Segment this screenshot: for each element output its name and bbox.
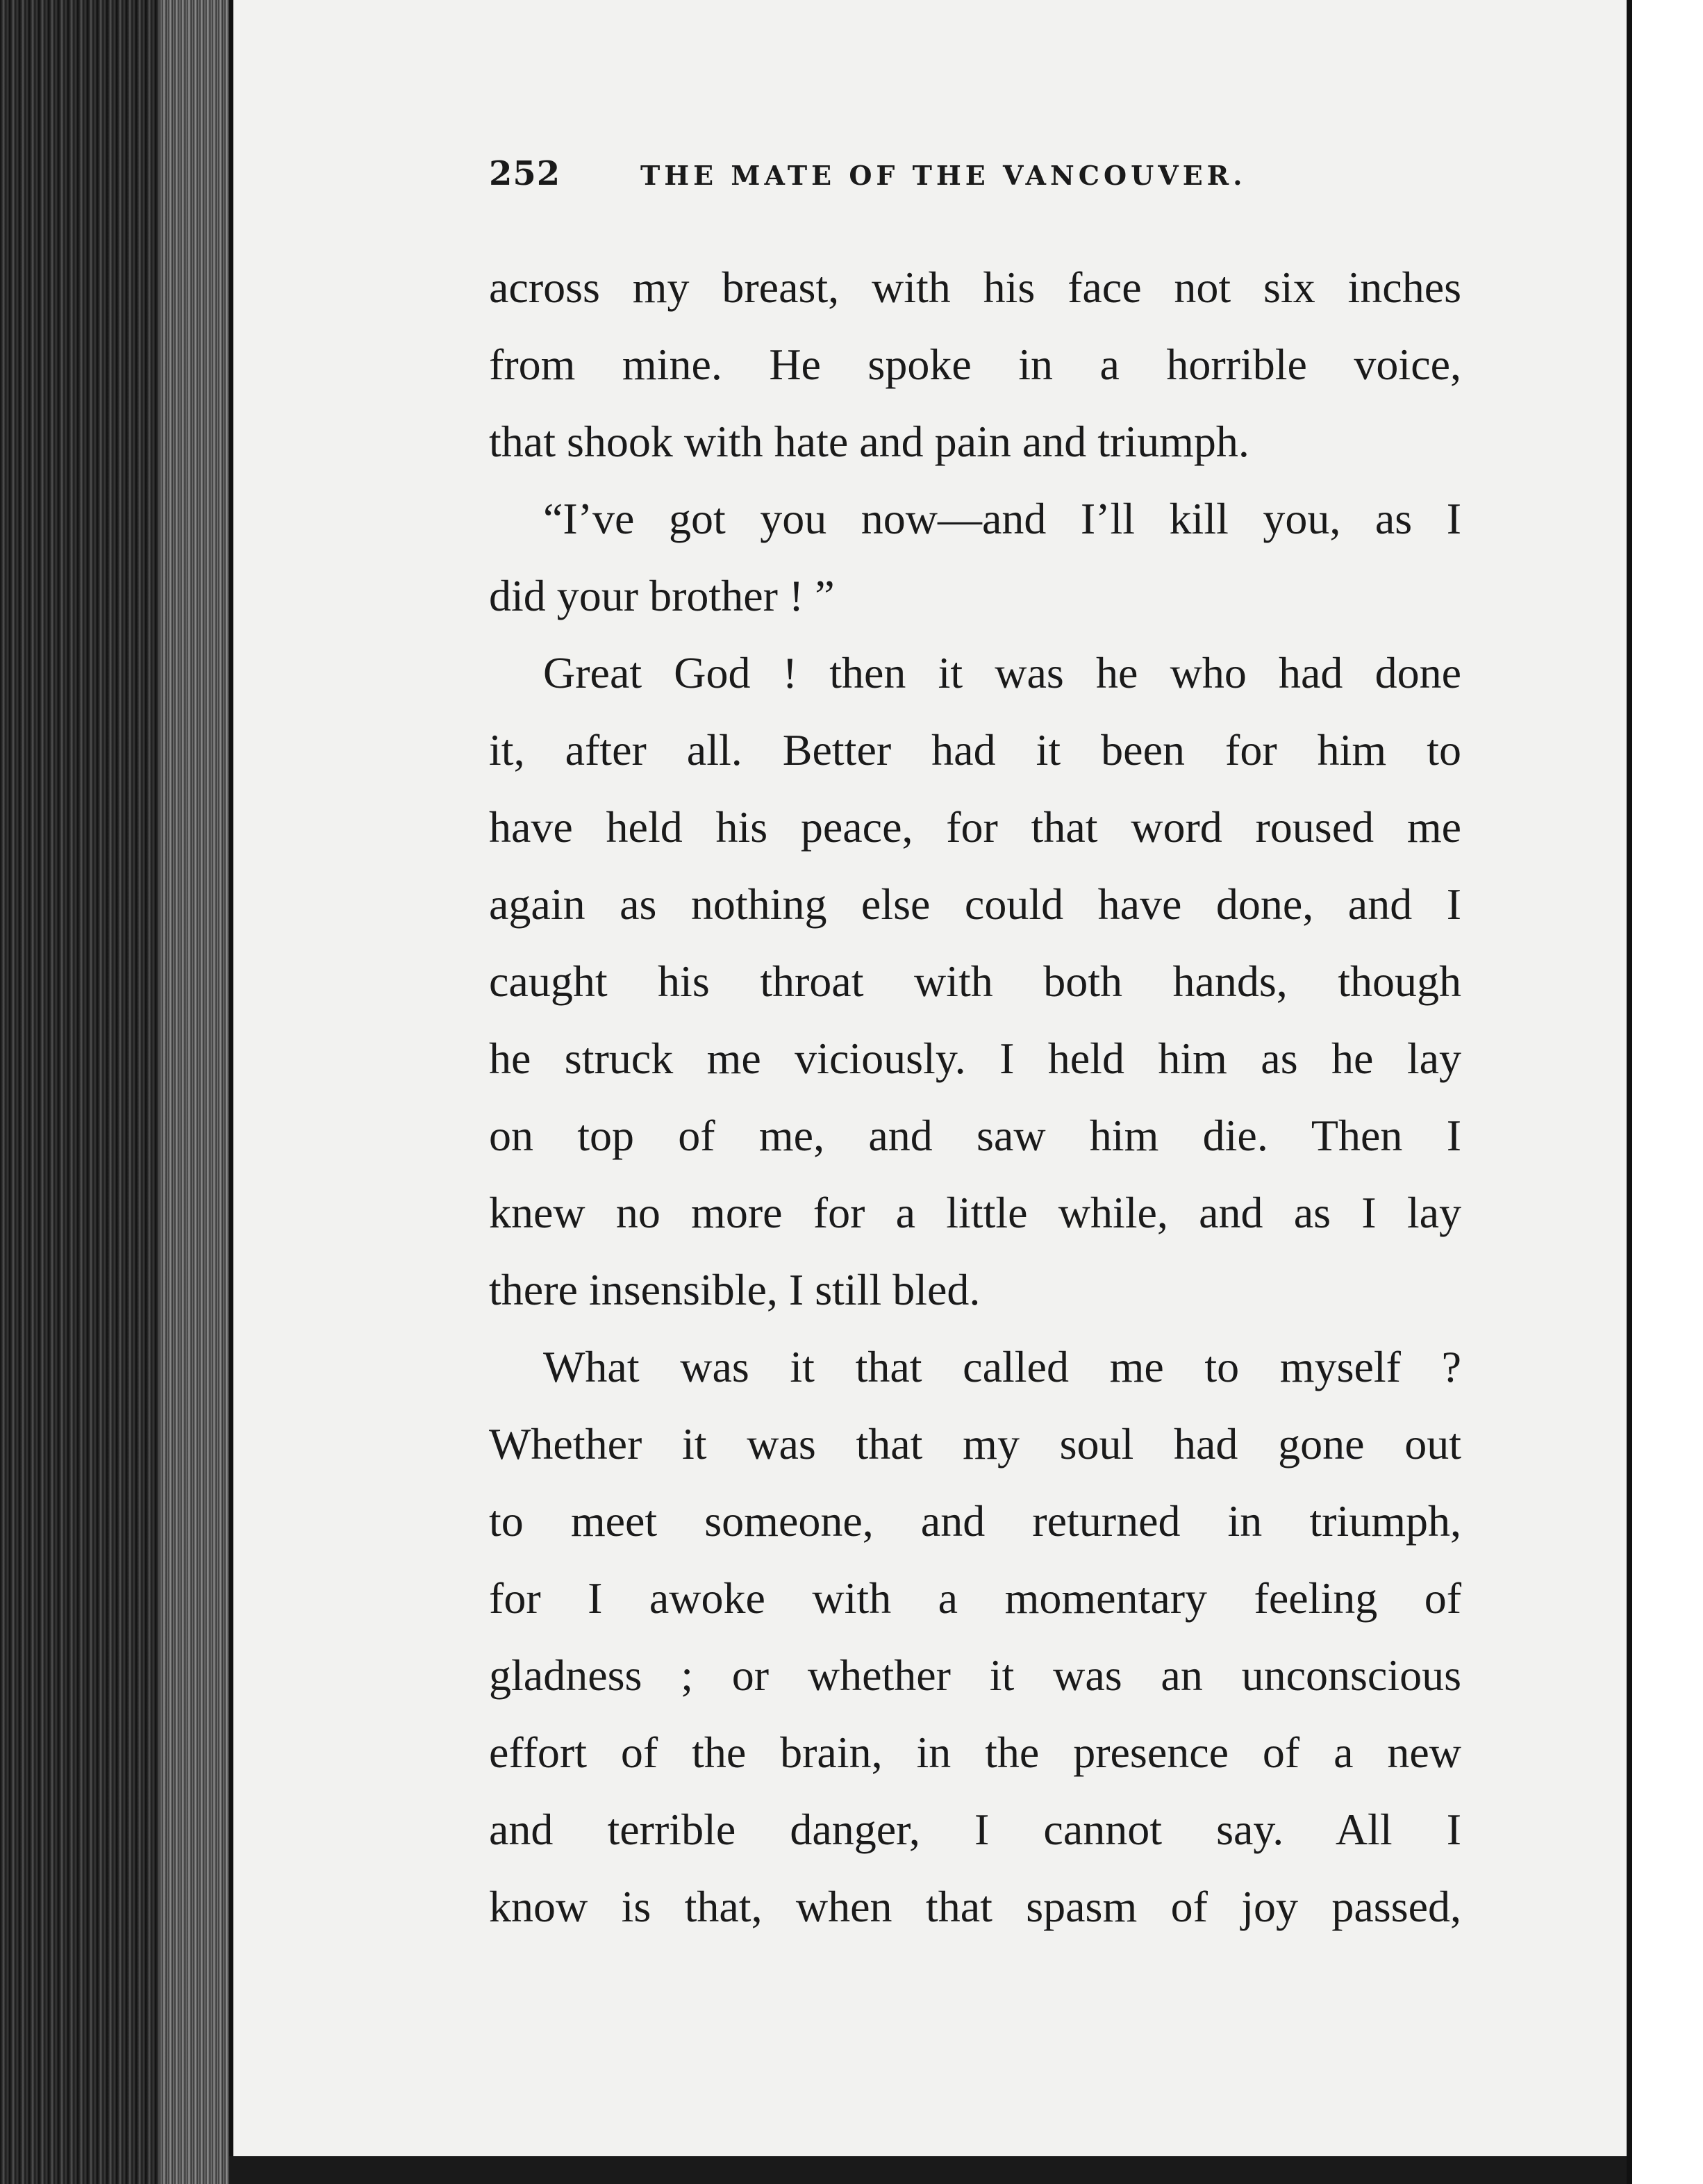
- text-line: What was it that called me to myself ?: [543, 1342, 1461, 1391]
- text-line: have held his peace, for that word roused me: [489, 802, 1461, 852]
- text-line: to meet someone, and returned in triumph,: [489, 1496, 1461, 1546]
- text-line: from mine. He spoke in a horrible voice,: [489, 340, 1461, 389]
- page-bottom-shadow: [229, 2156, 1632, 2184]
- facing-page-edge: [1627, 0, 1703, 2184]
- text-line: Great God ! then it was he who had done: [543, 648, 1461, 697]
- text-line: for I awoke with a momentary feeling of: [489, 1573, 1461, 1623]
- text-line: he struck me viciously. I held him as he lay: [489, 1034, 1461, 1083]
- body-text: [489, 249, 1461, 1945]
- text-line: it, after all. Better had it been for him to: [489, 725, 1461, 775]
- page-number: 252: [489, 154, 561, 193]
- running-title: THE MATE OF THE VANCOUVER.: [640, 160, 1247, 191]
- text-line: again as nothing else could have done, and I: [489, 879, 1461, 929]
- text-line: there insensible, I still bled.: [489, 1265, 981, 1314]
- text-line: “I’ve got you now—and I’ll kill you, as I: [543, 494, 1461, 543]
- text-line: Whether it was that my soul had gone out: [489, 1419, 1461, 1469]
- page-stack-edge: [160, 0, 229, 2184]
- text-line: that shook with hate and pain and triumph.: [489, 417, 1249, 466]
- text-line: and terrible danger, I cannot say. All I: [489, 1805, 1461, 1854]
- running-header: [489, 154, 1461, 203]
- text-line: caught his throat with both hands, though: [489, 957, 1461, 1006]
- text-line: gladness ; or whether it was an unconscious: [489, 1651, 1461, 1700]
- text-line: know is that, when that spasm of joy passed,: [489, 1882, 1461, 1931]
- text-line: across my breast, with his face not six inches: [489, 263, 1461, 312]
- text-line: on top of me, and saw him die. Then I: [489, 1111, 1461, 1160]
- text-line: knew no more for a little while, and as I lay: [489, 1188, 1461, 1237]
- text-line: effort of the brain, in the presence of a new: [489, 1728, 1461, 1777]
- text-line: did your brother ! ”: [489, 571, 835, 620]
